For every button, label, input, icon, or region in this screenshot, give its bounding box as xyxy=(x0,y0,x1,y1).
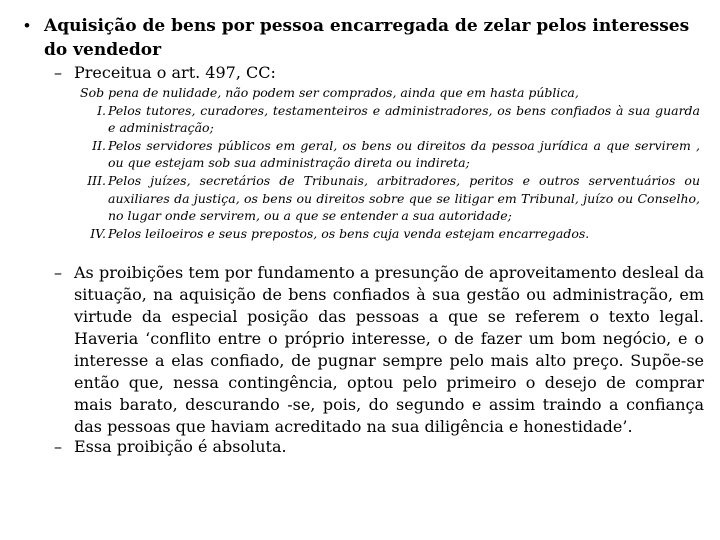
law-quote-item xyxy=(80,137,700,172)
law-quote xyxy=(80,84,700,242)
dash-icon: – xyxy=(54,437,62,456)
sub-bullet-absolute-text: Essa proibição é absoluta. xyxy=(74,437,287,456)
main-bullet-text: Aquisição de bens por pessoa encarregada de zelar pelos interesses do vendedor xyxy=(44,16,690,60)
law-quote-intro: Sob pena de nulidade, não podem ser comprados, ainda que em hasta pública, xyxy=(80,85,579,100)
law-quote-item xyxy=(80,102,700,137)
sub-bullet-foundation-text: As proibições tem por fundamento a presunção de aproveitamento desleal da situação, na aquisição de bens confiados à sua gestão ou administração, em virtude da especial posição das pessoas a que se referem o texto legal. Haveria ‘conflito entre o próprio interesse, o de fazer um bom negócio, e o interesse a elas confiado, de pugnar sempre pelo mais alto preço. Supõe-se então que, nessa contingência, optou pelo primeiro o desejo de comprar mais barato, descurando -se, pois, do segundo e assim traindo a confiança das pessoas que haviam acreditado na sua diligência e honestidade’. xyxy=(74,263,704,436)
law-quote-item-number: II. xyxy=(92,137,106,153)
sub-bullet-foundation xyxy=(54,262,704,438)
main-bullet xyxy=(24,14,700,62)
law-quote-item-text: Pelos tutores, curadores, testamenteiros e administradores, os bens confiados à sua guarda e administração; xyxy=(108,102,700,136)
law-quote-item xyxy=(80,172,700,225)
bullet-dot-icon: • xyxy=(24,16,30,35)
law-quote-item-text: Pelos juízes, secretários de Tribunais, arbitradores, peritos e outros serventuários ou auxiliares da justiça, os bens ou direitos sobre que se litigar em Tribunal, juízo ou Conselho, no lugar onde servirem, ou a que se entender a sua autoridade; xyxy=(108,172,700,224)
law-quote-item-text: Pelos servidores públicos em geral, os bens ou direitos da pessoa jurídica a que servirem , ou que estejam sob sua administração direta ou indireta; xyxy=(108,137,700,171)
law-quote-item-number: IV. xyxy=(90,225,106,241)
sub-bullet-article xyxy=(54,62,704,84)
dash-icon: – xyxy=(54,263,62,282)
law-quote-item-number: III. xyxy=(87,172,106,188)
dash-icon: – xyxy=(54,63,62,82)
law-quote-item xyxy=(80,225,700,243)
law-quote-item-number: I. xyxy=(97,102,106,118)
sub-bullet-absolute xyxy=(54,436,704,458)
sub-bullet-article-text: Preceitua o art. 497, CC: xyxy=(74,63,276,82)
law-quote-item-text: Pelos leiloeiros e seus prepostos, os bens cuja venda estejam encarregados. xyxy=(108,225,590,241)
